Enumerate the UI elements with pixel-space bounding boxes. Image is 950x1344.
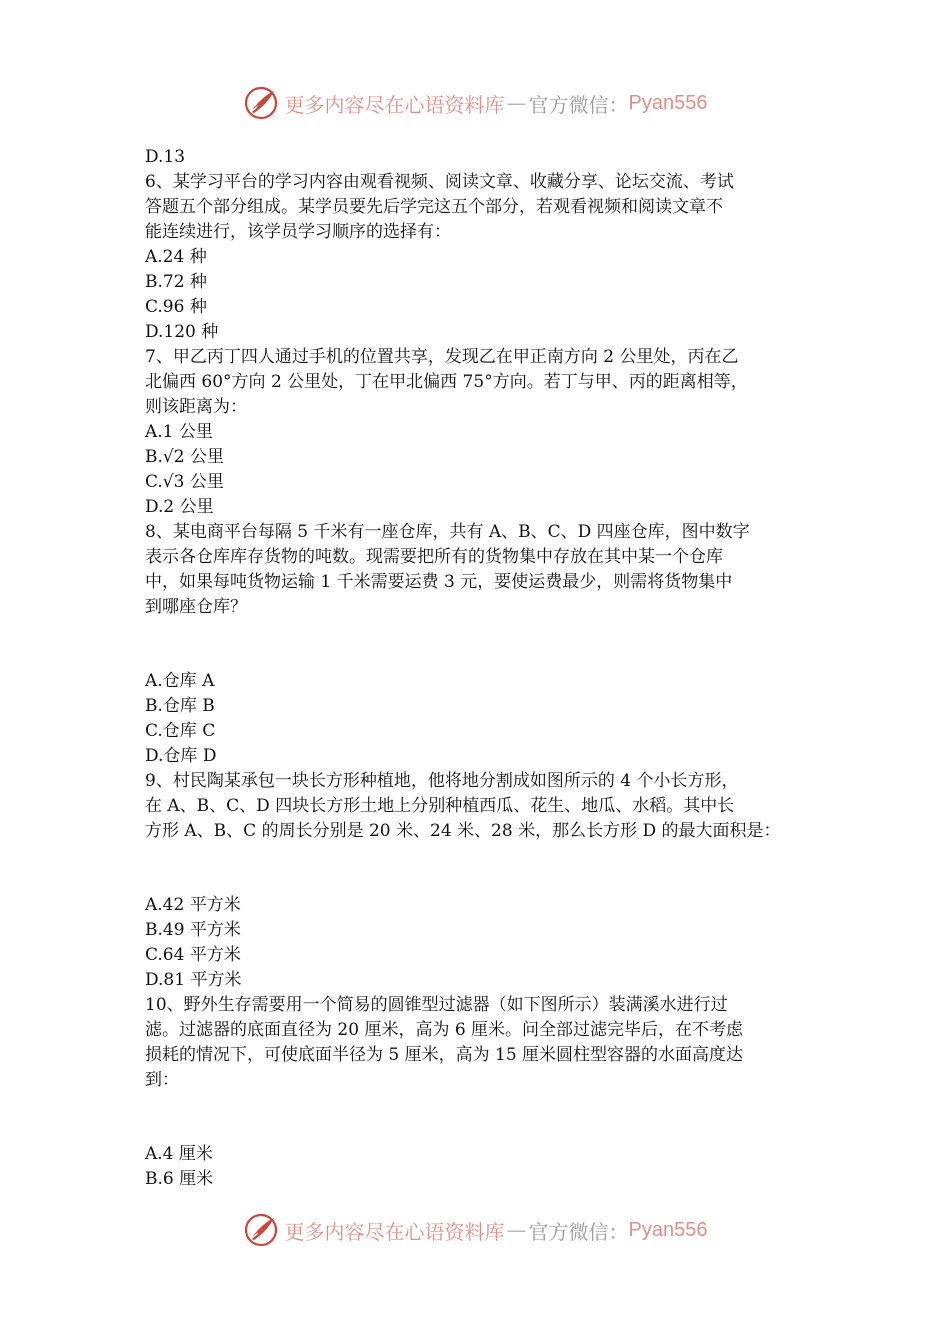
question-7-stem: 则该距离为： [145,397,247,417]
question-7-option-c: C.√3 公里 [145,472,224,492]
question-6-option-b: B.72 种 [145,272,207,292]
question-10-stem: 滤。过滤器的底面直径为 20 厘米，高为 6 厘米。问全部过滤完毕后，在不考虑 [145,1020,744,1040]
question-8-stem: 到哪座仓库？ [145,597,247,617]
question-10-stem: 到： [145,1070,179,1090]
question-10-option-b: B.6 厘米 [145,1169,214,1189]
question-9-stem: 9、村民陶某承包一块长方形种植地，他将地分割成如图所示的 4 个小长方形， [145,771,739,791]
question-7-option-b: B.√2 公里 [145,447,224,467]
question-8-stem: 表示各仓库库存货物的吨数。现需要把所有的货物集中存放在其中某一个仓库 [145,547,723,567]
banner-main-text: 更多内容尽在心语资料库 [284,92,505,117]
question-7-option-d: D.2 公里 [145,497,214,517]
question-6-stem: 6、某学习平台的学习内容由观看视频、阅读文章、收藏分享、论坛交流、考试 [145,172,734,192]
question-6-stem: 能连续进行，该学员学习顺序的选择有： [145,222,451,242]
banner-main-text: 更多内容尽在心语资料库 [284,1219,505,1244]
question-6-option-c: C.96 种 [145,297,207,317]
question-8-stem: 8、某电商平台每隔 5 千米有一座仓库，共有 A、B、C、D 四座仓库，图中数字 [145,522,750,542]
figure-placeholder [145,620,810,669]
question-8-stem: 中，如果每吨货物运输 1 千米需要运费 3 元，要使运费最少，则需将货物集中 [145,572,733,592]
quill-logo-icon [243,85,279,121]
question-9-stem: 方形 A、B、C 的周长分别是 20 米、24 米、28 米，那么长方形 D 的最大面积是： [145,821,781,841]
question-7-option-a: A.1 公里 [145,422,213,442]
question-10-stem: 损耗的情况下，可使底面半径为 5 厘米，高为 15 厘米圆柱型容器的水面高度达 [145,1045,744,1065]
banner-separator: — [506,1218,527,1242]
figure-placeholder [145,1093,810,1142]
document-body [145,145,810,1192]
question-9-option-a: A.42 平方米 [145,895,241,915]
question-9-stem: 在 A、B、C、D 四块长方形土地上分别种植西瓜、花生、地瓜、水稻。其中长 [145,796,735,816]
question-8-option-c: C.仓库 C [145,721,216,741]
question-10-option-a: A.4 厘米 [145,1144,213,1164]
banner-wechat-label: 官方微信： [528,92,629,117]
question-8-option-d: D.仓库 D [145,746,217,766]
question-6-stem: 答题五个部分组成。某学员要先后学完这五个部分，若观看视频和阅读文章不 [145,197,723,217]
question-9-option-b: B.49 平方米 [145,920,241,940]
question-7-stem: 7、甲乙丙丁四人通过手机的位置共享，发现乙在甲正南方向 2 公里处，丙在乙 [145,347,739,367]
question-10-stem: 10、野外生存需要用一个简易的圆锥型过滤器（如下图所示）装满溪水进行过 [145,995,728,1015]
question-8-option-a: A.仓库 A [145,671,215,691]
banner-separator: — [506,91,527,115]
text-line: D.13 [145,147,186,167]
banner-wechat-label: 官方微信： [528,1219,629,1244]
question-9-option-d: D.81 平方米 [145,970,242,990]
question-6-option-a: A.24 种 [145,247,207,267]
question-7-stem: 北偏西 60°方向 2 公里处，丁在甲北偏西 75°方向。若丁与甲、丙的距离相等， [145,372,748,392]
footer-watermark [0,1212,950,1248]
quill-logo-icon [243,1212,279,1248]
banner-wechat-id: Pyan556 [628,91,708,114]
question-8-option-b: B.仓库 B [145,696,215,716]
question-9-option-c: C.64 平方米 [145,945,241,965]
figure-placeholder [145,844,810,893]
header-watermark [0,85,950,121]
question-6-option-d: D.120 种 [145,322,219,342]
banner-wechat-id: Pyan556 [628,1218,708,1241]
